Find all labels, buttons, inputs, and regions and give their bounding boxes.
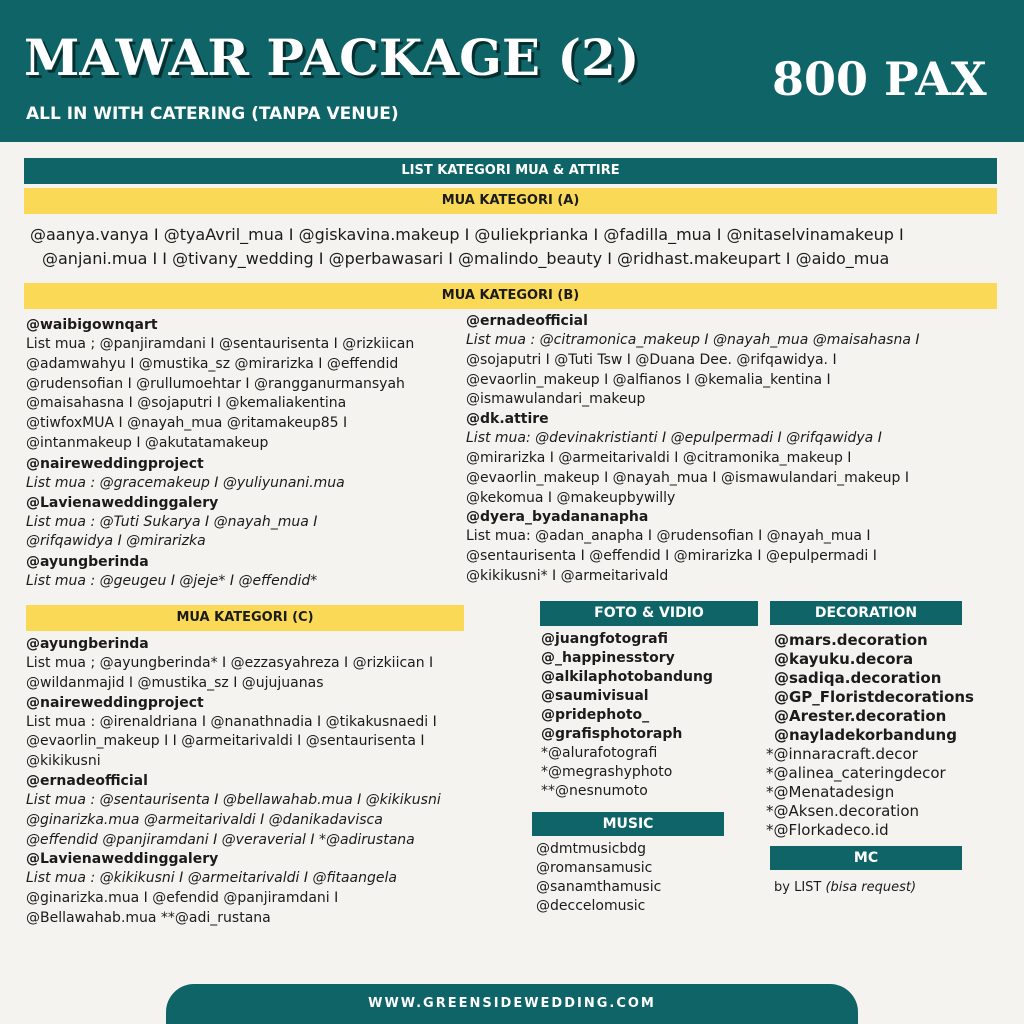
mua-list-line: @ismawulandari_makeup <box>466 391 646 408</box>
mc-text: by LIST <box>774 880 826 895</box>
decoration-bar: DECORATION <box>770 601 962 625</box>
vendor-name: @nayladekorbandung <box>774 726 957 744</box>
kategori-b-right <box>466 312 920 587</box>
vendor-name: @pridephoto_ <box>541 707 650 723</box>
vendor-name: @ayungberinda <box>26 636 149 652</box>
kategori-a-line: @aanya.vanya I @tyaAvril_mua I @giskavina.makeup I @uliekprianka I @fadilla_mua I @nitaselvinamakeup I <box>30 225 904 244</box>
vendor-name: @ayungberinda <box>26 554 149 571</box>
vendor-name: @naireweddingproject <box>26 694 204 711</box>
mua-list-line: @kikikusni <box>26 753 101 770</box>
mua-list-line: List mua: @adan_anapha I @rudensofian I @nayah_mua I <box>466 528 871 545</box>
vendor-name: @dk.attire <box>466 411 549 428</box>
vendor-name: *@alurafotografi <box>541 745 658 761</box>
mua-list-line: @ginarizka.mua @armeitarivaldi I @danikadavisca <box>26 811 383 828</box>
vendor-name: @grafisphotoraph <box>541 726 683 742</box>
website-link[interactable]: WWW.GREENSIDEWEDDING.COM <box>368 996 656 1011</box>
mua-list-line: @sentaurisenta I @effendid I @mirarizka I @epulpermadi I <box>466 548 877 565</box>
vendor-name: @juangfotografi <box>541 631 668 647</box>
vendor-name: @Arester.decoration <box>774 707 947 725</box>
mua-list-line: List mua: @devinakristianti I @epulpermadi I @rifqawidya I <box>466 430 882 447</box>
mua-list-line: @wildanmajid I @mustika_sz I @ujujuanas <box>26 674 324 691</box>
kategori-a-line: @anjani.mua I I @tivany_wedding I @perbawasari I @malindo_beauty I @ridhast.makeupart I @aido_mua <box>42 249 890 268</box>
mua-list-line: List mua : @citramonica_makeup I @nayah_mua @maisahasna I <box>466 332 920 348</box>
mua-list-line: @ginarizka.mua I @efendid @panjiramdani I <box>26 890 339 907</box>
mua-list-line: List mua : @sentaurisenta I @bellawahab.mua I @kikikusni <box>26 791 441 808</box>
mc-info <box>774 880 916 895</box>
vendor-name: @ernadeofficial <box>466 313 588 329</box>
foto-vidio-list <box>541 630 713 801</box>
footer-banner <box>166 984 858 1024</box>
package-subtitle: ALL IN WITH CATERING (TANPA VENUE) <box>26 104 399 124</box>
mua-list-line: List mua : @Tuti Sukarya I @nayah_mua I <box>26 513 318 530</box>
mua-list-line: @rifqawidya I @mirarizka <box>26 533 206 550</box>
vendor-name: @ernadeofficial <box>26 772 148 789</box>
mua-list-line: @tiwfoxMUA I @nayah_mua @ritamakeup85 I <box>26 415 348 432</box>
vendor-name: @deccelomusic <box>536 898 646 914</box>
vendor-name: @sanamthamusic <box>536 879 662 895</box>
package-title: MAWAR PACKAGE (2) <box>24 28 640 87</box>
mua-list-line: @effendid @panjiramdani I @veraverial I *@adirustana <box>26 831 415 848</box>
mua-list-line: @evaorlin_makeup I @alfianos I @kemalia_kentina I <box>466 371 831 388</box>
vendor-name: *@Menatadesign <box>766 783 895 801</box>
vendor-name: @waibigownqart <box>26 317 158 333</box>
mua-list-line: @adamwahyu I @mustika_sz @mirarizka I @effendid <box>26 355 399 372</box>
vendor-name: *@Aksen.decoration <box>766 802 920 820</box>
mua-list-line: @rudensofian I @rullumoehtar I @rangganurmansyah <box>26 375 405 392</box>
vendor-name: @mars.decoration <box>774 631 928 649</box>
music-bar: MUSIC <box>532 812 724 836</box>
decoration-list <box>766 631 974 840</box>
mua-list-line: @maisahasna I @sojaputri I @kemaliakentina <box>26 395 347 412</box>
kategori-a-bar: MUA KATEGORI (A) <box>24 188 997 214</box>
kategori-c-bar: MUA KATEGORI (C) <box>26 605 464 631</box>
vendor-name: *@innaracraft.decor <box>766 745 918 763</box>
vendor-name: @sadiqa.decoration <box>774 669 942 687</box>
kategori-c-list <box>26 635 441 929</box>
mua-list-line: List mua : @kikikusni I @armeitarivaldi I @fitaangela <box>26 870 397 887</box>
vendor-name: @Lavienaweddinggalery <box>26 494 219 511</box>
vendor-name: *@alinea_cateringdecor <box>766 764 946 782</box>
mua-list-line: List mua : @gracemakeup I @yuliyunani.mua <box>26 474 345 491</box>
kategori-a-list <box>30 223 904 271</box>
pax-count: 800 PAX <box>772 52 987 106</box>
mua-list-line: @kikikusni* I @armeitarivald <box>466 567 669 584</box>
mc-note: (bisa request) <box>825 880 917 895</box>
mua-list-line: @evaorlin_makeup I I @armeitarivaldi I @sentaurisenta I <box>26 733 425 750</box>
mc-bar: MC <box>770 846 962 870</box>
vendor-name: @dmtmusicbdg <box>536 841 647 857</box>
header-banner <box>0 0 1024 142</box>
mua-list-line: List mua : @geugeu I @jeje* I @effendid* <box>26 573 318 590</box>
mua-list-line: @Bellawahab.mua **@adi_rustana <box>26 909 271 926</box>
kategori-b-left <box>26 316 414 592</box>
music-list <box>536 840 661 916</box>
vendor-name: @alkilaphotobandung <box>541 669 713 685</box>
foto-vidio-bar: FOTO & VIDIO <box>540 601 758 626</box>
vendor-name: @GP_Floristdecorations <box>774 688 974 706</box>
mua-list-line: @sojaputri I @Tuti Tsw I @Duana Dee. @rifqawidya. I <box>466 351 837 368</box>
mua-list-line: List mua ; @ayungberinda* I @ezzasyahreza I @rizkiican I <box>26 655 434 671</box>
kategori-b-bar: MUA KATEGORI (B) <box>24 283 997 309</box>
mua-list-line: @mirarizka I @armeitarivaldi I @citramonika_makeup I <box>466 449 852 466</box>
mua-list-line: @intanmakeup I @akutatamakeup <box>26 434 269 451</box>
list-kategori-bar: LIST KATEGORI MUA & ATTIRE <box>24 158 997 184</box>
vendor-name: @naireweddingproject <box>26 455 204 472</box>
vendor-name: @dyera_byadananapha <box>466 509 649 526</box>
mua-list-line: List mua : @irenaldriana I @nanathnadia I @tikakusnaedi I <box>26 713 437 730</box>
vendor-name: *@megrashyphoto <box>541 764 673 780</box>
mua-list-line: List mua ; @panjiramdani I @sentaurisenta I @rizkiican <box>26 336 415 352</box>
vendor-name: @saumivisual <box>541 688 649 704</box>
mua-list-line: @evaorlin_makeup I @nayah_mua I @ismawulandari_makeup I <box>466 469 909 486</box>
vendor-name: **@nesnumoto <box>541 783 648 799</box>
vendor-name: *@Florkadeco.id <box>766 821 889 839</box>
mua-list-line: @kekomua I @makeupbywilly <box>466 489 676 506</box>
vendor-name: @_happinesstory <box>541 650 675 666</box>
vendor-name: @Lavienaweddinggalery <box>26 851 219 868</box>
vendor-name: @romansamusic <box>536 860 653 876</box>
vendor-name: @kayuku.decora <box>774 650 914 668</box>
